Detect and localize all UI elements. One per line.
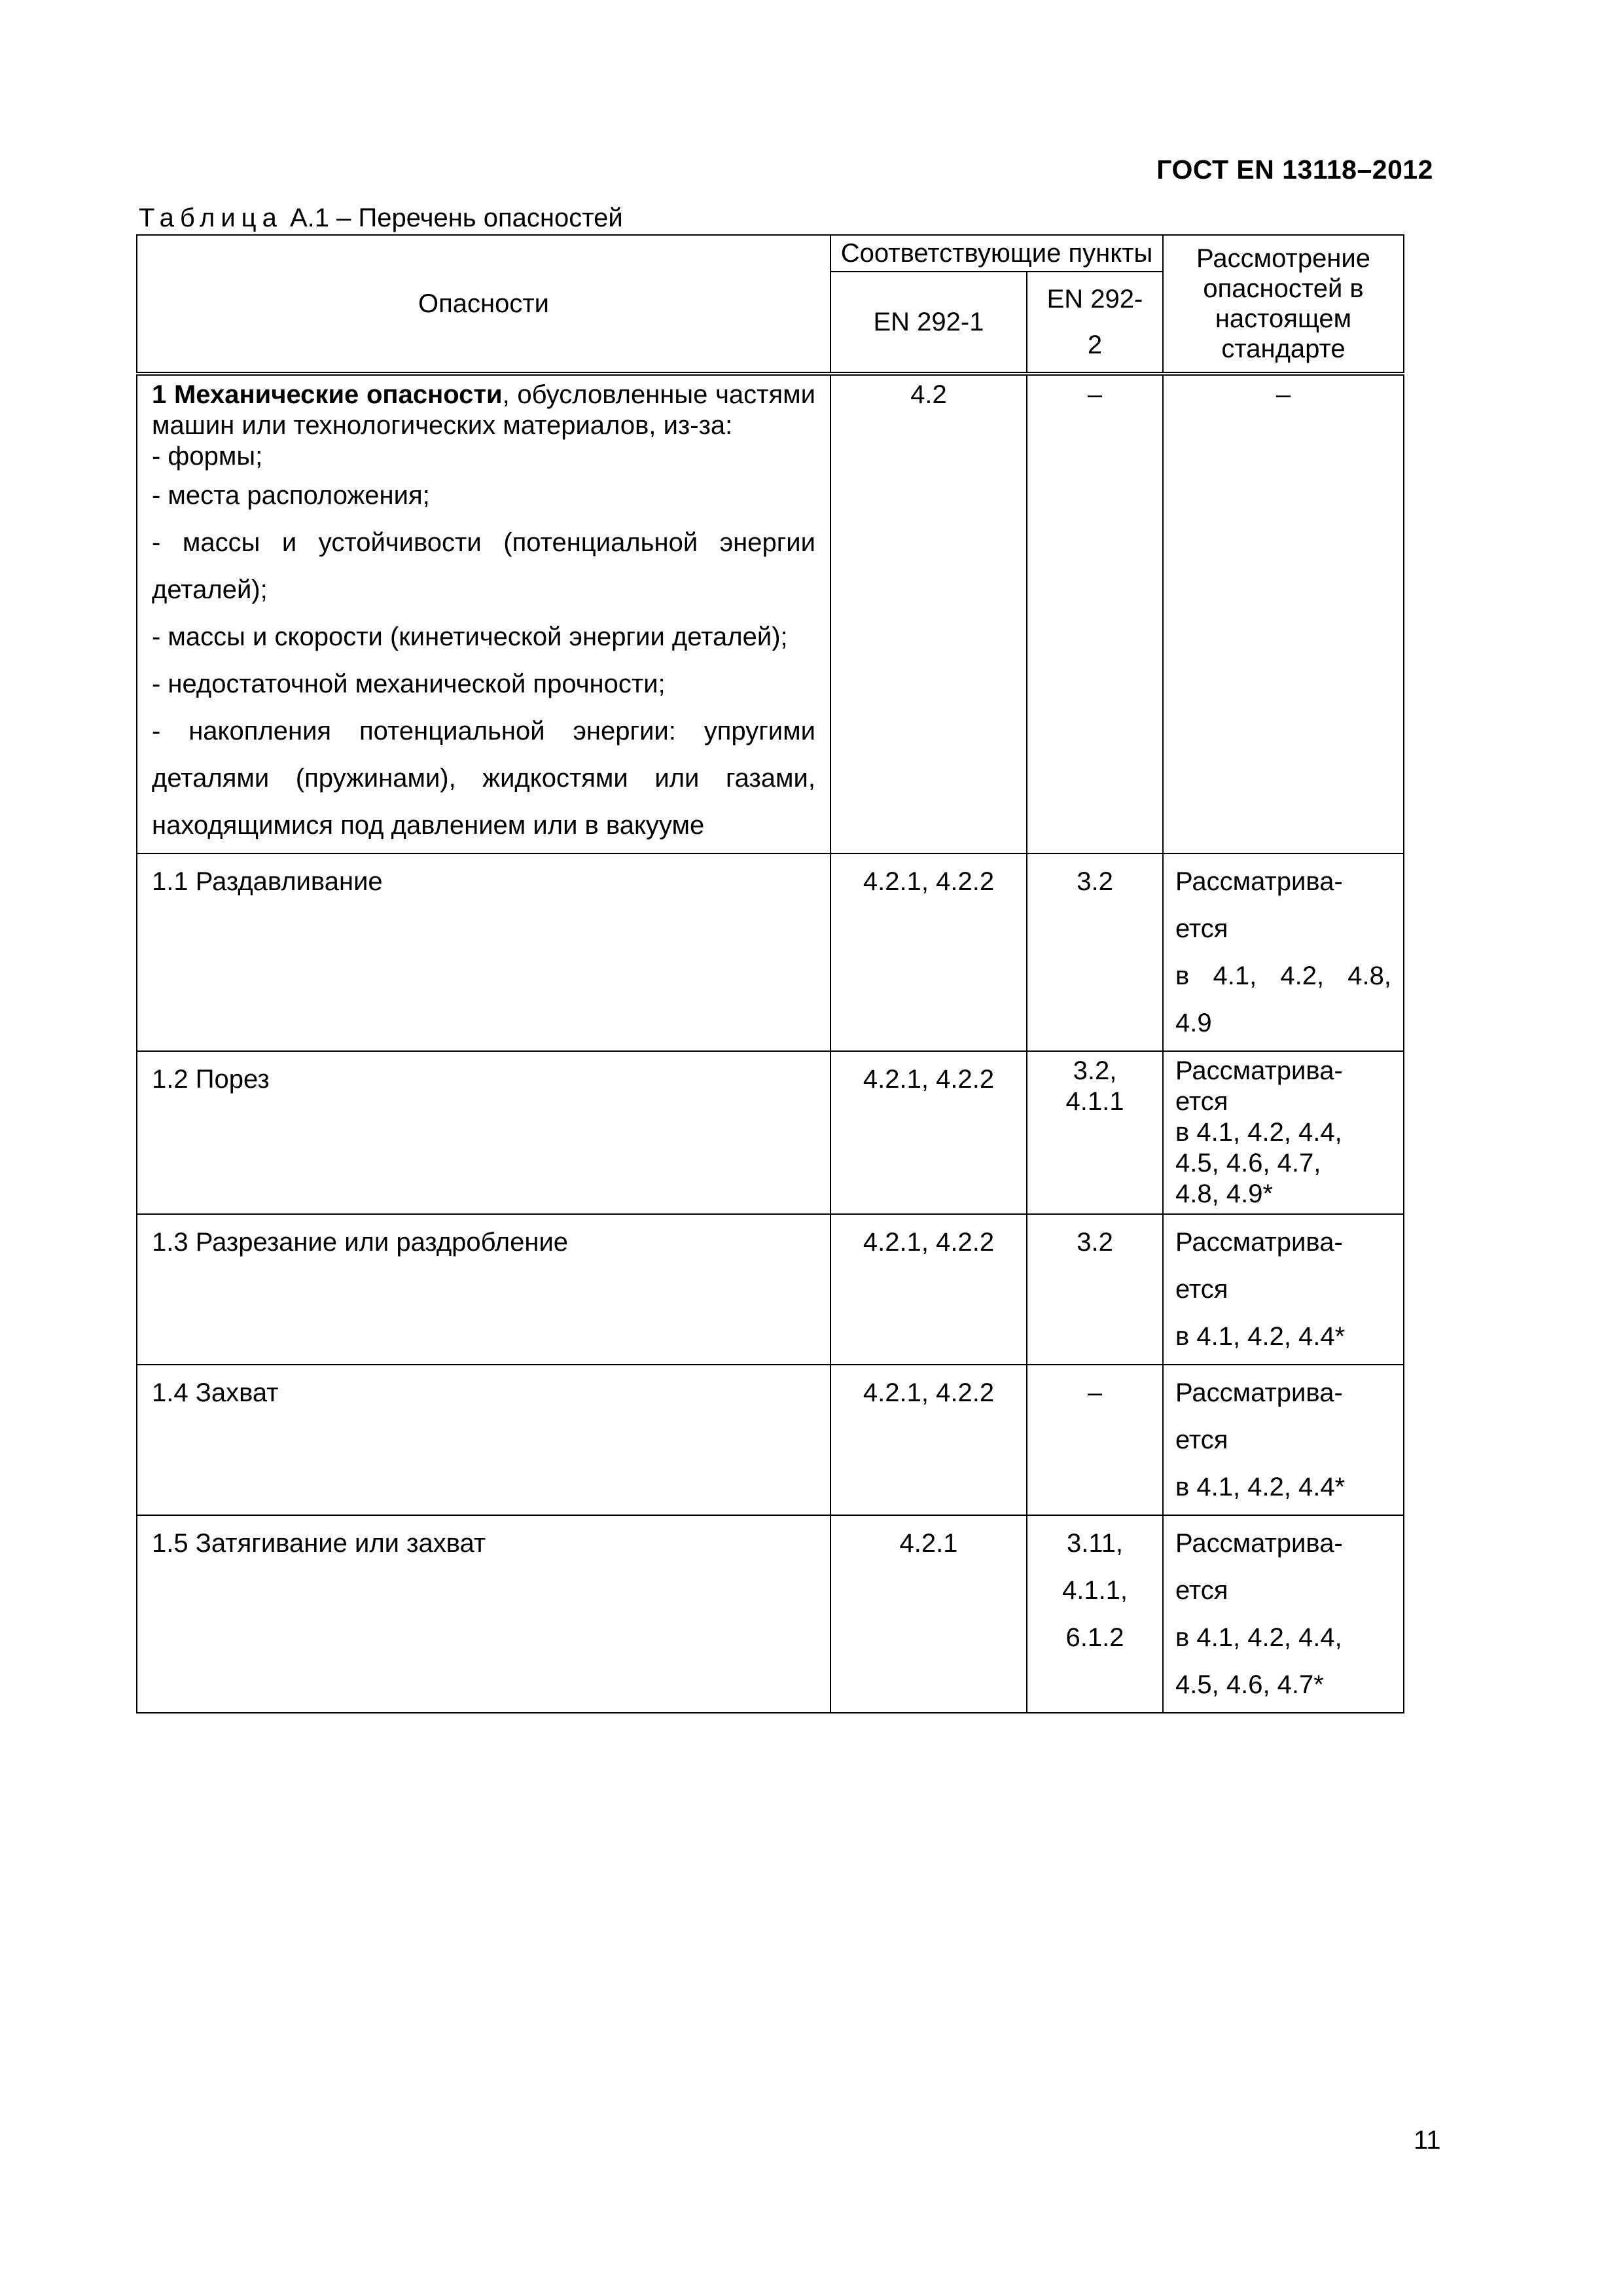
en-292-1-cell: 4.2 — [830, 374, 1027, 853]
list-item: - места расположения; — [152, 481, 430, 510]
standard-designation: ГОСТ EN 13118–2012 — [1156, 154, 1433, 185]
consideration-cell — [1163, 1365, 1404, 1515]
consideration-line: в 4.1, 4.2, 4.4, — [1175, 1118, 1342, 1147]
consideration-line: Рассматрива- — [1175, 1378, 1343, 1407]
page-number: 11 — [1414, 2126, 1441, 2155]
table-caption-text: А.1 – Перечень опасностей — [282, 204, 623, 232]
en-292-2-cell — [1027, 1051, 1163, 1214]
en-292-2-cell — [1027, 1515, 1163, 1713]
list-item: - массы и устойчивости (потенциальной энергии деталей); — [152, 528, 815, 604]
en-292-1-cell: 4.2.1, 4.2.2 — [830, 1051, 1027, 1214]
en-292-2-line: 3.11, — [1067, 1529, 1123, 1558]
table-row — [137, 1365, 1404, 1515]
consideration-line: ется — [1175, 1426, 1228, 1454]
table-caption-prefix: Таблица — [139, 204, 283, 232]
list-item: - массы и скорости (кинетической энергии деталей); — [152, 622, 788, 651]
header-clauses: Соответствующие пункты — [830, 235, 1163, 272]
en-292-1-cell: 4.2.1, 4.2.2 — [830, 1365, 1027, 1515]
hazard-group-cell — [137, 374, 830, 853]
table-row — [137, 374, 1404, 853]
table-row — [137, 853, 1404, 1051]
consideration-cell — [1163, 1051, 1404, 1214]
header-hazards: Опасности — [137, 235, 830, 374]
consideration-line: 4.5, 4.6, 4.7, — [1175, 1149, 1321, 1177]
hazard-group-title-rest: , обусловленные частями машин или технологических материалов, из-за: — [152, 380, 815, 440]
en-292-2-line: 4.1.1, — [1061, 1576, 1128, 1605]
list-item: - накопления потенциальной энергии: упругими деталями (пружинами), жидкостями или газами, находящимися под давлением или в вакууме — [152, 717, 815, 840]
consideration-line: в 4.1, 4.2, 4.4* — [1175, 1322, 1346, 1351]
list-item: - формы; — [152, 442, 263, 471]
table-row — [137, 1515, 1404, 1713]
en-292-2-cell: 3.2 — [1027, 1214, 1163, 1365]
consideration-line: ется — [1175, 1576, 1228, 1605]
list-item: - недостаточной механической прочности; — [152, 670, 666, 698]
consideration-line: 4.8, 4.9* — [1175, 1179, 1274, 1208]
hazard-group-title — [152, 380, 815, 441]
header-consideration: Рассмотрение опасностей в настоящем стандарте — [1163, 235, 1404, 374]
consideration-line: ется — [1175, 1275, 1228, 1304]
hazard-cell: 1.1 Раздавливание — [137, 853, 830, 1051]
consideration-cell — [1163, 1214, 1404, 1365]
header-en-292-1: EN 292-1 — [830, 272, 1027, 374]
hazard-cell: 1.4 Захват — [137, 1365, 830, 1515]
en-292-2-line: 3.2, — [1073, 1056, 1117, 1085]
en-292-2-line: 6.1.2 — [1065, 1623, 1124, 1652]
header-en-292-2-line1: EN 292- — [1046, 285, 1143, 314]
en-292-2-cell: – — [1027, 1365, 1163, 1515]
hazard-cell: 1.5 Затягивание или захват — [137, 1515, 830, 1713]
consideration-cell — [1163, 1515, 1404, 1713]
hazard-cell: 1.3 Разрезание или раздробление — [137, 1214, 830, 1365]
consideration-cell: – — [1163, 374, 1404, 853]
consideration-line: в 4.1, 4.2, 4.4, — [1175, 1623, 1342, 1652]
header-en-292-2-line2: 2 — [1087, 331, 1103, 359]
en-292-2-cell: 3.2 — [1027, 853, 1163, 1051]
consideration-line: Рассматрива- — [1175, 867, 1343, 896]
table-row — [137, 1051, 1404, 1214]
consideration-line: Рассматрива- — [1175, 1228, 1343, 1257]
header-en-292-2 — [1027, 272, 1163, 374]
en-292-2-line: 4.1.1 — [1065, 1087, 1124, 1116]
hazard-group-title-bold: 1 Механические опасности — [152, 380, 503, 409]
consideration-line: 4.9 — [1175, 1009, 1212, 1037]
en-292-2-cell: – — [1027, 374, 1163, 853]
consideration-cell — [1163, 853, 1404, 1051]
hazards-table — [136, 234, 1404, 1713]
consideration-line: в 4.1, 4.2, 4.4* — [1175, 1473, 1346, 1501]
en-292-1-cell: 4.2.1, 4.2.2 — [830, 1214, 1027, 1365]
hazard-cell: 1.2 Порез — [137, 1051, 830, 1214]
consideration-line: Рассматрива- — [1175, 1056, 1343, 1085]
consideration-line: 4.5, 4.6, 4.7* — [1175, 1670, 1324, 1699]
table-row — [137, 1214, 1404, 1365]
consideration-line: в 4.1, 4.2, 4.8, — [1175, 961, 1392, 990]
en-292-1-cell: 4.2.1 — [830, 1515, 1027, 1713]
consideration-line: ется — [1175, 914, 1228, 943]
en-292-1-cell: 4.2.1, 4.2.2 — [830, 853, 1027, 1051]
consideration-line: Рассматрива- — [1175, 1529, 1343, 1558]
consideration-line: ется — [1175, 1087, 1228, 1116]
table-caption — [139, 204, 623, 233]
